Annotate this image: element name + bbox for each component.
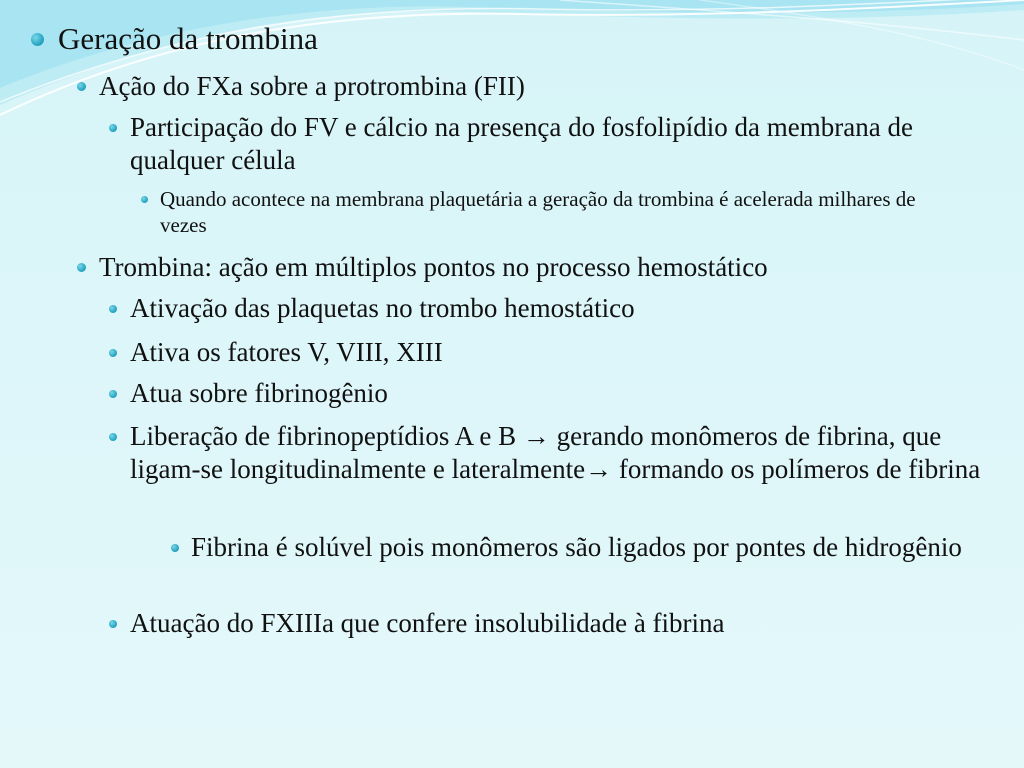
bullet-icon — [109, 349, 117, 357]
bullet-text: Ativação das plaquetas no trombo hemostático — [130, 293, 635, 323]
bullet-level3 — [130, 607, 990, 640]
bullet-icon — [77, 82, 86, 91]
bullet-level2 — [99, 70, 999, 102]
bullet-icon — [109, 305, 117, 313]
bullet-level3 — [130, 336, 990, 369]
bullet-level3 — [130, 292, 990, 325]
bullet-text: Ação do FXa sobre a protrombina (FII) — [99, 71, 525, 101]
bullet-icon — [109, 124, 117, 132]
bullet-text: Atuação do FXIIIa que confere insolubilidade à fibrina — [130, 608, 725, 638]
bullet-text: Fibrina é solúvel pois monômeros são ligados por pontes de hidrogênio — [191, 532, 962, 562]
bullet-level3 — [130, 111, 920, 177]
bullet-text: Trombina: ação em múltiplos pontos no processo hemostático — [99, 252, 768, 282]
bullet-icon — [109, 390, 117, 398]
bullet-icon — [141, 196, 148, 203]
bullet-icon — [109, 433, 117, 441]
bullet-level3 — [130, 377, 990, 410]
bullet-icon — [31, 33, 44, 46]
bullet-icon — [171, 544, 179, 552]
bullet-icon — [109, 620, 117, 628]
bullet-level1 — [58, 22, 998, 56]
bullet-text: Quando acontece na membrana plaquetária a geração da trombina é acelerada milhares de vezes — [160, 187, 916, 237]
bullet-icon — [77, 263, 86, 272]
bullet-text: Geração da trombina — [58, 21, 318, 56]
bullet-text: Liberação de fibrinopeptídios A e B → gerando monômeros de fibrina, que ligam-se longitudinalmente e lateralmente→ formando os polímeros de fibrina — [130, 421, 981, 484]
bullet-level4 — [191, 531, 981, 564]
bullet-level3 — [130, 420, 994, 486]
bullet-text: Participação do FV e cálcio na presença do fosfolipídio da membrana de qualquer célula — [130, 112, 913, 175]
bullet-text: Atua sobre fibrinogênio — [130, 378, 388, 408]
bullet-text: Ativa os fatores V, VIII, XIII — [130, 337, 443, 367]
bullet-level2 — [99, 251, 999, 283]
bullet-level4 — [160, 186, 940, 238]
